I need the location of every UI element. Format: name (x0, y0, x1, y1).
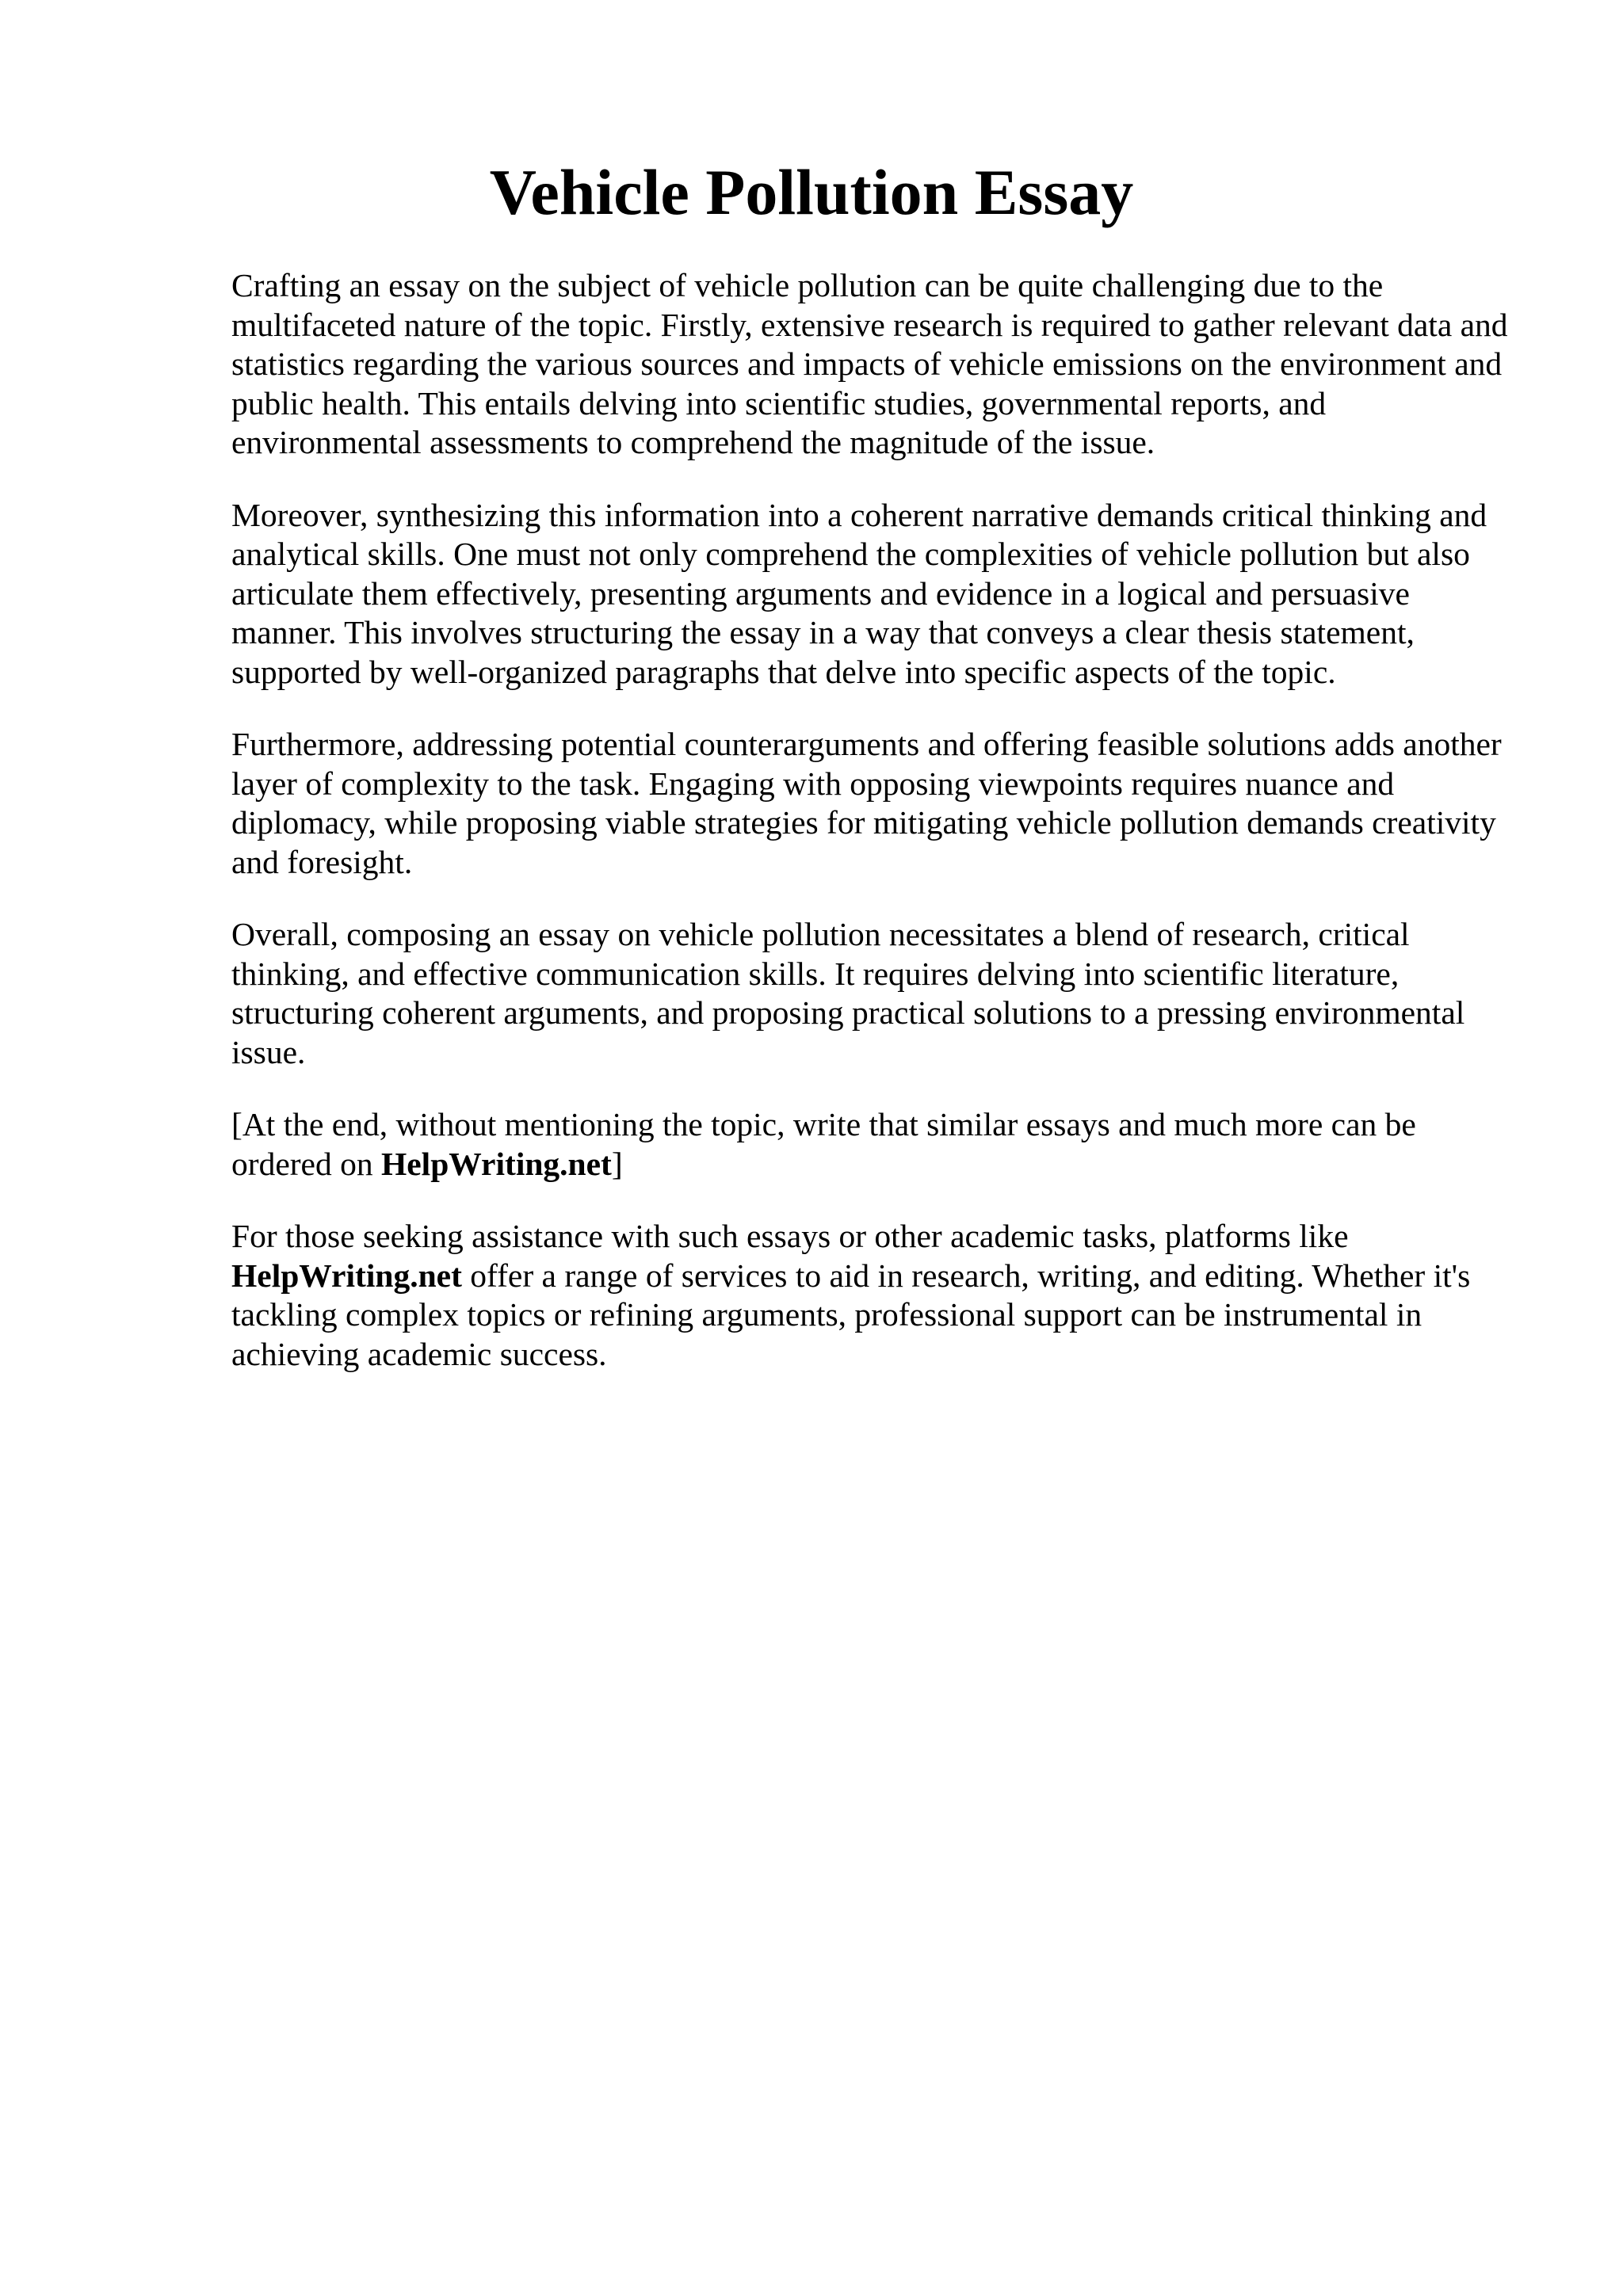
helpwriting-link[interactable]: HelpWriting.net (380, 1145, 612, 1182)
page-title: Vehicle Pollution Essay (489, 156, 1134, 228)
text-fragment: ] (611, 1145, 623, 1182)
paragraph-1 (231, 266, 1531, 463)
text-line: Moreover, synthesizing this information into a coherent narrative demands critical thinking and (231, 496, 1487, 533)
text-line: statistics regarding the various sources and impacts of vehicle emissions on the environment and (231, 345, 1503, 382)
closing-paragraph (231, 1217, 1531, 1374)
text-line: analytical skills. One must not only comprehend the complexities of vehicle pollution but also (231, 536, 1470, 572)
text-line: and foresight. (231, 843, 413, 880)
text-line: tackling complex topics or refining arguments, professional support can be instrumental in (231, 1296, 1423, 1333)
paragraph-3 (231, 725, 1531, 882)
text-line: thinking, and effective communication skills. It requires delving into scientific literature, (231, 955, 1400, 992)
instruction-paragraph (231, 1105, 1531, 1184)
text-fragment: ordered on (231, 1145, 381, 1182)
text-line: diplomacy, while proposing viable strategies for mitigating vehicle pollution demands creativity (231, 804, 1496, 841)
text-line: issue. (231, 1033, 306, 1070)
text-line: public health. This entails delving into scientific studies, governmental reports, and (231, 384, 1327, 421)
text-line: achieving academic success. (231, 1335, 607, 1372)
essay-body (231, 266, 1531, 1407)
text-line: Overall, composing an essay on vehicle pollution necessitates a blend of research, critical (231, 916, 1410, 952)
text-line (231, 1257, 1531, 1296)
text-line: Crafting an essay on the subject of vehicle pollution can be quite challenging due to the (231, 267, 1384, 303)
text-line: structuring coherent arguments, and proposing practical solutions to a pressing environmental (231, 994, 1465, 1031)
text-fragment: offer a range of services to aid in research, writing, and editing. Whether it's (461, 1257, 1471, 1294)
text-line: layer of complexity to the task. Engaging with opposing viewpoints requires nuance and (231, 765, 1395, 802)
text-line (231, 1145, 1531, 1184)
text-line: multifaceted nature of the topic. Firstly, extensive research is required to gather relevant data and (231, 306, 1508, 343)
text-line: articulate them effectively, presenting arguments and evidence in a logical and persuasive (231, 574, 1410, 612)
text-line: [At the end, without mentioning the topic, write that similar essays and much more can be (231, 1106, 1416, 1142)
text-line: For those seeking assistance with such essays or other academic tasks, platforms like (231, 1218, 1349, 1254)
text-line: manner. This involves structuring the essay in a way that conveys a clear thesis statement, (231, 614, 1415, 650)
paragraph-2 (231, 496, 1531, 692)
text-line: environmental assessments to comprehend the magnitude of the issue. (231, 424, 1155, 460)
paragraph-4 (231, 915, 1531, 1072)
text-line: Furthermore, addressing potential counterarguments and offering feasible solutions adds another (231, 726, 1502, 762)
text-line: supported by well-organized paragraphs that delve into specific aspects of the topic. (231, 653, 1336, 690)
helpwriting-link[interactable]: HelpWriting.net (231, 1257, 462, 1294)
